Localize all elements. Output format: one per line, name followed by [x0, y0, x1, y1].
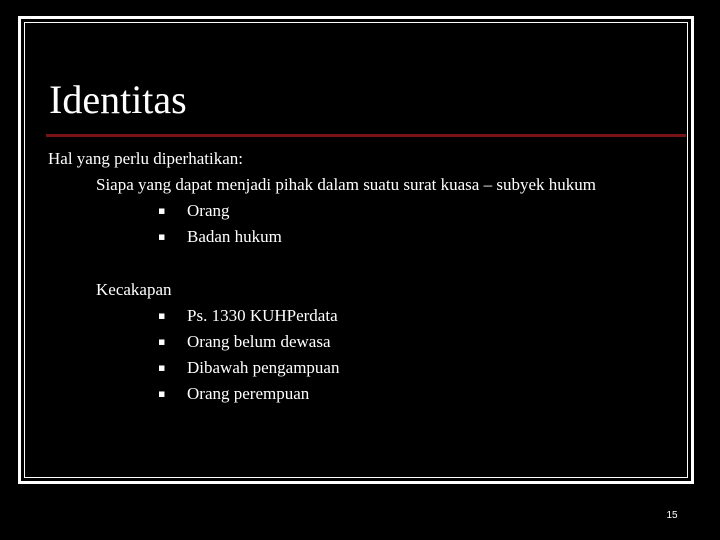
- intro-text: Hal yang perlu diperhatikan:: [48, 149, 243, 168]
- list-item-label: Orang belum dewasa: [187, 332, 331, 351]
- list-item: [48, 329, 678, 355]
- section1-heading: Siapa yang dapat menjadi pihak dalam suatu surat kuasa – subyek hukum: [96, 175, 596, 194]
- list-item-label: Orang: [187, 201, 230, 220]
- bullet-square-icon: ▪: [158, 387, 166, 400]
- bullet-square-icon: ▪: [158, 361, 166, 374]
- list-item: [48, 355, 678, 381]
- bullet-square-icon: ▪: [158, 230, 166, 243]
- list-item: [48, 381, 678, 407]
- section2-heading: Kecakapan: [96, 280, 172, 299]
- list-item-label: Dibawah pengampuan: [187, 358, 340, 377]
- slide-title: Identitas: [49, 77, 187, 122]
- spacer: [48, 250, 678, 277]
- list-item: [48, 224, 678, 250]
- list-item: [48, 303, 678, 329]
- list-item-label: Badan hukum: [187, 227, 282, 246]
- list-item-label: Ps. 1330 KUHPerdata: [187, 306, 338, 325]
- bullet-square-icon: ▪: [158, 309, 166, 322]
- slide-body: [48, 146, 678, 407]
- page-number: 15: [666, 510, 678, 521]
- list-item: [48, 198, 678, 224]
- title-divider: [46, 134, 686, 137]
- bullet-square-icon: ▪: [158, 335, 166, 348]
- bullet-square-icon: ▪: [158, 204, 166, 217]
- list-item-label: Orang perempuan: [187, 384, 310, 403]
